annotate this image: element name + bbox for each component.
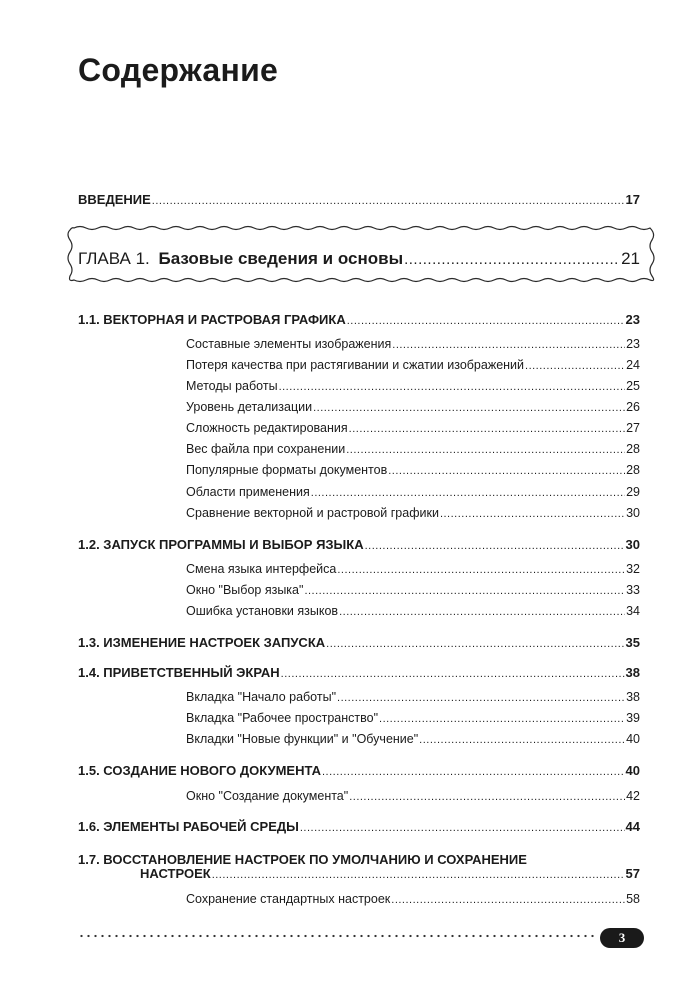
toc-subsection[interactable]: [186, 464, 640, 477]
toc-page-number: 25: [626, 379, 640, 393]
subsection-label: Составные элементы изображения: [186, 337, 392, 351]
dot-leader: [349, 792, 625, 803]
toc-subsection[interactable]: [186, 359, 640, 372]
toc-page-number: 40: [626, 732, 640, 746]
dot-leader: [304, 586, 625, 597]
toc-page-number: 38: [625, 665, 640, 680]
toc-section-1-5[interactable]: [78, 764, 640, 778]
dot-leader: [279, 382, 626, 393]
toc-chapter-1[interactable]: [78, 250, 640, 267]
dot-leader: [313, 403, 625, 414]
toc-page-number: 44: [625, 819, 640, 834]
dot-leader: [337, 565, 625, 576]
chapter-prefix: ГЛАВА 1.: [78, 249, 150, 268]
dot-leader: [349, 424, 625, 435]
subsection-label: Уровень детализации: [186, 400, 313, 414]
toc-subsection[interactable]: [186, 691, 640, 704]
toc-subsection[interactable]: [186, 733, 640, 746]
subsection-label: Окно "Выбор языка": [186, 583, 304, 597]
dot-leader: [365, 541, 625, 552]
toc-page-number: 30: [626, 506, 640, 520]
dot-leader: [525, 361, 625, 372]
subsection-label: Сохранение стандартных настроек: [186, 892, 391, 906]
toc-subsection[interactable]: [186, 584, 640, 597]
subsection-label: Вкладки "Новые функции" и "Обучение": [186, 732, 419, 746]
section-label: 1.6. ЭЛЕМЕНТЫ РАБОЧЕЙ СРЕДЫ: [78, 819, 299, 834]
section-label: 1.4. ПРИВЕТСТВЕННЫЙ ЭКРАН: [78, 665, 280, 680]
dot-leader: [379, 714, 625, 725]
toc-page-number: 23: [625, 312, 640, 327]
dot-leader: [339, 607, 625, 618]
toc-section-1-4[interactable]: [78, 666, 640, 680]
subsection-label: Вес файла при сохранении: [186, 442, 346, 456]
section-label: 1.1. ВЕКТОРНАЯ И РАСТРОВАЯ ГРАФИКА: [78, 312, 346, 327]
toc-page-number: 58: [626, 892, 640, 906]
section-label: 1.5. СОЗДАНИЕ НОВОГО ДОКУМЕНТА: [78, 763, 321, 778]
section-label: 1.2. ЗАПУСК ПРОГРАММЫ И ВЫБОР ЯЗЫКА: [78, 537, 364, 552]
toc-page-number: 29: [626, 485, 640, 499]
toc-subsection[interactable]: [186, 893, 640, 906]
toc-page-number: 35: [625, 635, 640, 650]
section-label-line1: 1.7. ВОССТАНОВЛЕНИЕ НАСТРОЕК ПО УМОЛЧАНИЮ И СОХРАНЕНИЕ: [78, 852, 527, 867]
section-label: 1.3. ИЗМЕНЕНИЕ НАСТРОЕК ЗАПУСКА: [78, 635, 326, 650]
subsection-label: Области применения: [186, 485, 310, 499]
toc-section-1-1[interactable]: [78, 313, 640, 327]
toc-page-number: 39: [626, 711, 640, 725]
toc-section-1-7[interactable]: [140, 867, 640, 881]
dot-leader: [281, 669, 625, 680]
dot-leader: [388, 466, 625, 477]
dot-leader: [212, 870, 625, 881]
subsection-label: Смена языка интерфейса: [186, 562, 337, 576]
chapter-label: [78, 250, 403, 267]
toc-page-number: 17: [625, 192, 640, 207]
dot-leader: [347, 316, 625, 327]
dot-leader: [391, 895, 625, 906]
dot-leader: [326, 639, 624, 650]
toc-page-number: 32: [626, 562, 640, 576]
footer-dotted-line: [78, 934, 596, 938]
subsection-label: Окно "Создание документа": [186, 789, 349, 803]
dot-leader: [152, 196, 625, 207]
dot-leader: [311, 488, 625, 499]
page-number-badge: 3: [600, 928, 644, 948]
toc-section-1-3[interactable]: [78, 636, 640, 650]
subsection-label: Сравнение векторной и растровой графики: [186, 506, 439, 520]
subsection-label: Вкладка "Рабочее пространство": [186, 711, 379, 725]
dot-leader: [419, 735, 625, 746]
toc-page-number: 23: [626, 337, 640, 351]
subsection-label: Сложность редактирования: [186, 421, 348, 435]
dot-leader: [392, 340, 625, 351]
dot-leader: [440, 509, 625, 520]
subsection-label: Вкладка "Начало работы": [186, 690, 337, 704]
toc-page-number: 30: [625, 537, 640, 552]
chapter-title: Базовые сведения и основы: [158, 249, 404, 268]
subsection-label: Потеря качества при растягивании и сжатии изображений: [186, 358, 525, 372]
subsection-label: Ошибка установки языков: [186, 604, 339, 618]
toc-page-number: 28: [626, 442, 640, 456]
toc-subsection[interactable]: [186, 486, 640, 499]
subsection-label: Методы работы: [186, 379, 278, 393]
toc-page-number: 42: [626, 789, 640, 803]
subsection-label: Популярные форматы документов: [186, 463, 388, 477]
toc-section-1-2[interactable]: [78, 538, 640, 552]
toc-subsection[interactable]: [186, 507, 640, 520]
dot-leader: [322, 767, 625, 778]
dot-leader: [337, 693, 625, 704]
page-title: Содержание: [78, 52, 279, 88]
toc-subsection[interactable]: [186, 563, 640, 576]
toc-subsection[interactable]: [186, 338, 640, 351]
section-label: НАСТРОЕК: [140, 866, 211, 881]
toc-subsection[interactable]: [186, 712, 640, 725]
toc-entry-intro[interactable]: [78, 193, 640, 207]
toc-page-number: 34: [626, 604, 640, 618]
toc-page-number: 24: [626, 358, 640, 372]
toc-subsection[interactable]: [186, 422, 640, 435]
toc-entry-label: ВВЕДЕНИЕ: [78, 192, 151, 207]
toc-subsection[interactable]: [186, 605, 640, 618]
toc-page-number: 26: [626, 400, 640, 414]
toc-subsection[interactable]: [186, 790, 640, 803]
toc-subsection[interactable]: [186, 443, 640, 456]
dot-leader: [346, 445, 625, 456]
toc-subsection[interactable]: [186, 380, 640, 393]
toc-section-1-6[interactable]: [78, 820, 640, 834]
dot-leader: [300, 823, 625, 834]
toc-page-number: 28: [626, 463, 640, 477]
toc-page-number: 27: [626, 421, 640, 435]
toc-page-number: 33: [626, 583, 640, 597]
toc-page-number: 38: [626, 690, 640, 704]
toc-page-number: 21: [621, 249, 640, 268]
toc-page-number: 57: [625, 866, 640, 881]
toc-subsection[interactable]: [186, 401, 640, 414]
dot-leader: [404, 252, 620, 267]
toc-page-number: 40: [625, 763, 640, 778]
